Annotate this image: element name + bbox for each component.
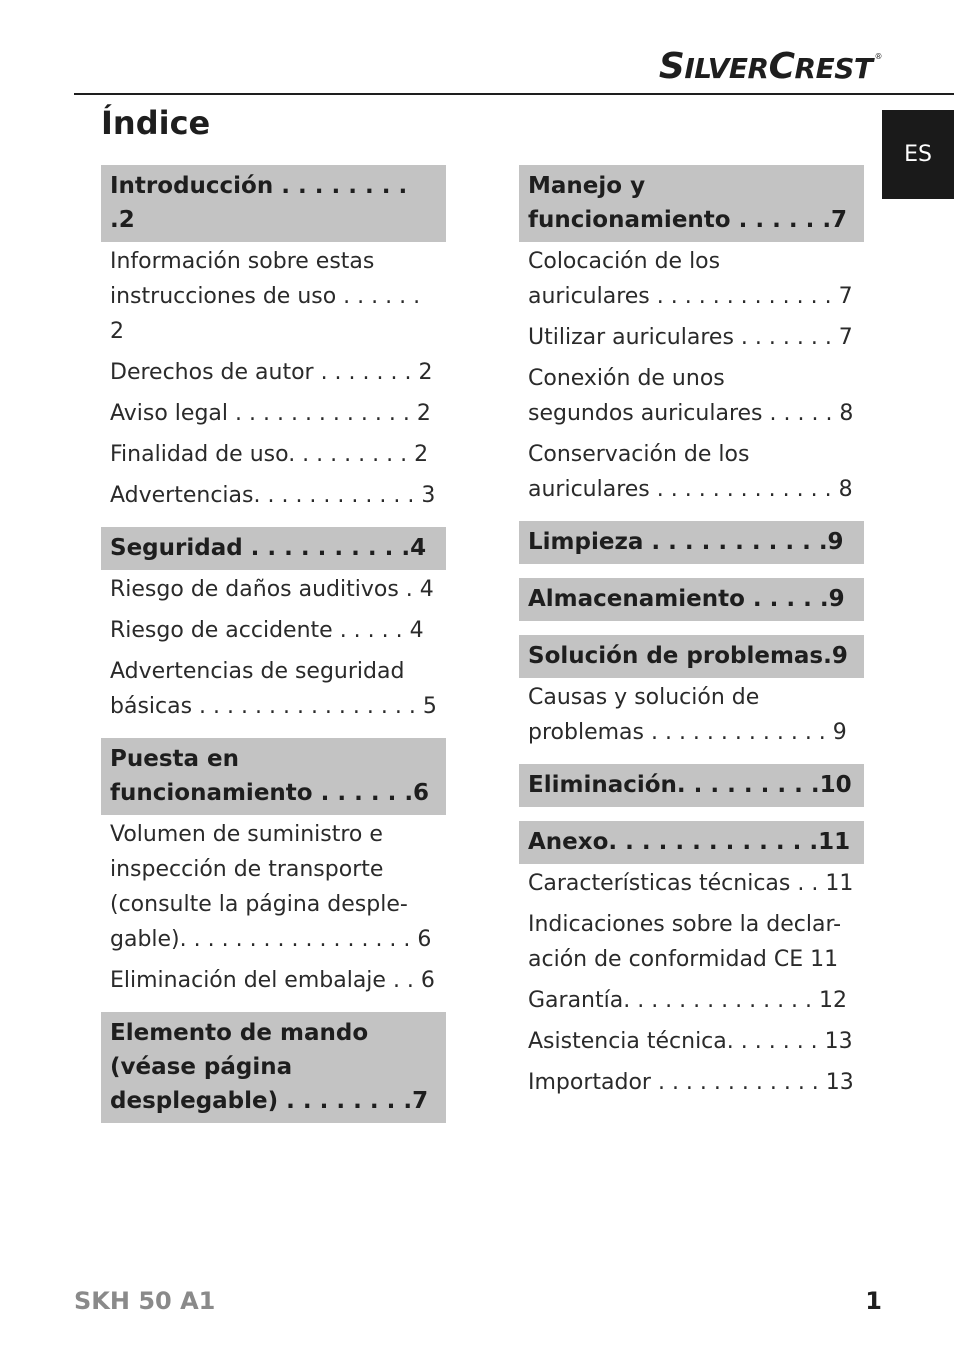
header-rule <box>74 93 954 95</box>
toc-entry-line: básicas . . . . . . . . . . . . . . . . 5 <box>110 694 437 719</box>
toc-entry[interactable] <box>528 1022 855 1059</box>
toc-entry-line: Volumen de suministro e <box>110 822 383 847</box>
logo-part-rest: REST <box>794 52 873 85</box>
toc-entry-line: Conexión de unos <box>528 366 725 391</box>
toc-section <box>101 738 446 998</box>
toc-entry-line: Aviso legal . . . . . . . . . . . . . 2 <box>110 401 431 426</box>
toc-entry-list <box>101 242 446 513</box>
toc-entry[interactable] <box>110 435 437 472</box>
logo-letter-c: C <box>768 46 795 87</box>
heading-line: funcionamiento . . . . . .7 <box>528 207 848 233</box>
toc-entry[interactable] <box>528 981 855 1018</box>
toc-entry-line: ación de conformidad CE 11 <box>528 947 839 972</box>
toc-section <box>101 165 446 513</box>
heading-line: desplegable) . . . . . . . .7 <box>110 1088 429 1114</box>
toc-entry[interactable] <box>528 359 855 431</box>
heading-line: Solución de problemas.9 <box>528 643 848 669</box>
toc-section <box>519 764 864 807</box>
toc-entry-line: Características técnicas . . 11 <box>528 871 854 896</box>
toc-entry-line: problemas . . . . . . . . . . . . . 9 <box>528 720 847 745</box>
toc-entry[interactable] <box>110 652 437 724</box>
toc-entry-line: Derechos de autor . . . . . . . 2 <box>110 360 433 385</box>
toc-entry[interactable] <box>528 242 855 314</box>
registered-mark: ® <box>874 52 882 61</box>
toc-entry[interactable] <box>110 961 437 998</box>
toc-entry-line: Importador . . . . . . . . . . . . 13 <box>528 1070 854 1095</box>
toc-entry[interactable] <box>110 394 437 431</box>
toc-entry-line: Asistencia técnica. . . . . . . 13 <box>528 1029 853 1054</box>
heading-line: Seguridad . . . . . . . . . .4 <box>110 535 427 561</box>
toc-entry-line: instrucciones de uso . . . . . . 2 <box>110 284 421 344</box>
toc-entry-list <box>519 864 864 1100</box>
toc-entry-line: Conservación de los <box>528 442 750 467</box>
toc-entry-line: inspección de transporte <box>110 857 384 882</box>
toc-entry[interactable] <box>528 864 855 901</box>
heading-line: Puesta en <box>110 746 240 772</box>
toc-entry-line: Riesgo de accidente . . . . . 4 <box>110 618 424 643</box>
toc-entry[interactable] <box>528 435 855 507</box>
toc-entry-list <box>101 815 446 998</box>
toc-entry-line: Causas y solución de <box>528 685 760 710</box>
toc-entry-line: auriculares . . . . . . . . . . . . . 8 <box>528 477 853 502</box>
toc-section <box>519 165 864 507</box>
toc-section <box>101 1012 446 1123</box>
toc-section <box>519 521 864 564</box>
toc-section-heading[interactable] <box>519 521 864 564</box>
toc-section <box>519 635 864 750</box>
logo-part-ilver: ILVER <box>684 52 769 85</box>
heading-line: Anexo. . . . . . . . . . . . .11 <box>528 829 851 855</box>
toc-entry-line: Indicaciones sobre la declar- <box>528 912 842 937</box>
toc-section <box>519 578 864 621</box>
toc-section-heading[interactable] <box>101 738 446 815</box>
toc-section-heading[interactable] <box>519 821 864 864</box>
toc-entry[interactable] <box>110 476 437 513</box>
heading-line: Limpieza . . . . . . . . . . .9 <box>528 529 844 555</box>
heading-line: funcionamiento . . . . . .6 <box>110 780 430 806</box>
page-title: Índice <box>101 104 211 142</box>
toc-entry[interactable] <box>110 611 437 648</box>
toc-entry[interactable] <box>110 242 437 349</box>
toc-entry-line: Garantía. . . . . . . . . . . . . . 12 <box>528 988 848 1013</box>
heading-line: Introducción . . . . . . . . .2 <box>110 173 408 233</box>
toc-entry-line: auriculares . . . . . . . . . . . . . 7 <box>528 284 853 309</box>
toc-entry[interactable] <box>528 678 855 750</box>
heading-line: Elemento de mando <box>110 1020 369 1046</box>
toc-entry[interactable] <box>528 905 855 977</box>
toc-entry-line: Eliminación del embalaje . . 6 <box>110 968 435 993</box>
heading-line: Manejo y <box>528 173 646 199</box>
toc-entry-line: Utilizar auriculares . . . . . . . 7 <box>528 325 853 350</box>
toc-entry-line: Finalidad de uso. . . . . . . . . 2 <box>110 442 429 467</box>
toc-section-heading[interactable] <box>519 578 864 621</box>
model-number: SKH 50 A1 <box>74 1287 216 1315</box>
toc-entry-line: segundos auriculares . . . . . 8 <box>528 401 854 426</box>
toc-entry-line: Riesgo de daños auditivos . 4 <box>110 577 434 602</box>
toc-section-heading[interactable] <box>101 1012 446 1123</box>
toc-entry-list <box>101 570 446 724</box>
heading-line: (véase página <box>110 1054 293 1080</box>
toc-section-heading[interactable] <box>519 165 864 242</box>
toc-entry[interactable] <box>528 1063 855 1100</box>
toc-entry-line: Colocación de los <box>528 249 721 274</box>
heading-line: Almacenamiento . . . . .9 <box>528 586 845 612</box>
toc-entry-list <box>519 678 864 750</box>
silvercrest-logo <box>659 46 882 87</box>
page-number: 1 <box>865 1287 882 1315</box>
language-tab: ES <box>882 110 954 199</box>
toc-entry-list <box>519 242 864 507</box>
toc-entry[interactable] <box>110 570 437 607</box>
toc-entry[interactable] <box>110 353 437 390</box>
toc-section <box>519 821 864 1100</box>
toc-section <box>101 527 446 724</box>
heading-line: Eliminación. . . . . . . . .10 <box>528 772 852 798</box>
toc-section-heading[interactable] <box>519 635 864 678</box>
toc-entry-line: (consulte la página desple- <box>110 892 408 917</box>
toc-entry[interactable] <box>110 815 437 957</box>
toc-entry-line: Advertencias de seguridad <box>110 659 405 684</box>
toc-entry-line: Información sobre estas <box>110 249 375 274</box>
toc-section-heading[interactable] <box>519 764 864 807</box>
toc-section-heading[interactable] <box>101 527 446 570</box>
logo-letter-s: S <box>658 46 685 87</box>
toc-entry[interactable] <box>528 318 855 355</box>
toc-left-column <box>101 165 446 1137</box>
toc-right-column <box>519 165 864 1114</box>
toc-entry-line: gable). . . . . . . . . . . . . . . . . 6 <box>110 927 432 952</box>
toc-section-heading[interactable] <box>101 165 446 242</box>
toc-entry-line: Advertencias. . . . . . . . . . . . 3 <box>110 483 436 508</box>
